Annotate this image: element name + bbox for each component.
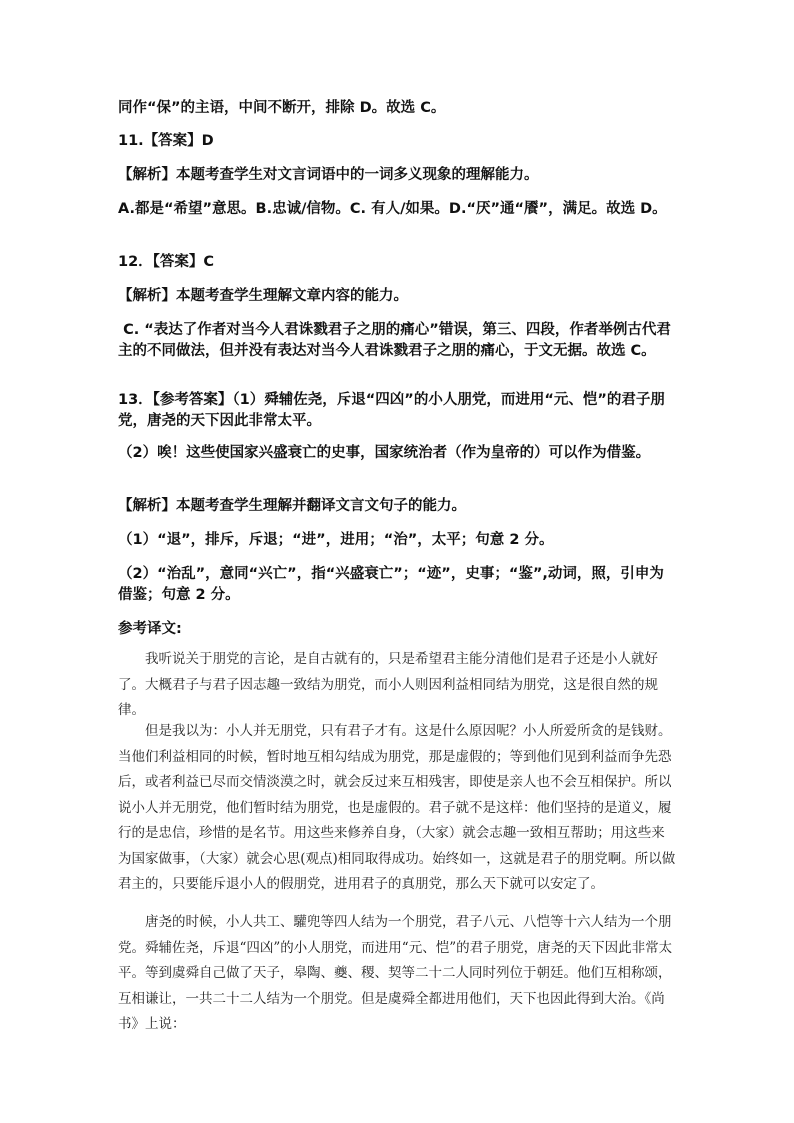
answer-13-scoring-1: （1）“退”，排斥，斥退；“进”，进用；“治”，太平；句意 2 分。 bbox=[118, 532, 554, 548]
translation-paragraph-3: 唐尧的时候，小人共工、驩兜等四人结为一个朋党，君子八元、八恺等十六人结为一个朋党。舜辅佐尧，斥退“四凶”的小人朋党，而进用“元、恺”的君子朋党，唐尧的天下因此非常太平。等到虞舜自己做了天子，皋陶、夔、稷、契等二十二人同时列位于朝廷。他们互相称颂，互相谦让，一共二十二人结为一个朋党。但是虞舜全都进用他们，天下也因此得到大治。《尚书》上说： bbox=[118, 914, 673, 1032]
answer-13-heading: 13．【参考答案】（1）舜辅佐尧，斥退“四凶”的小人朋党，而进用“元、恺”的君子朋党，唐尧的天下因此非常太平。 bbox=[118, 392, 665, 429]
translation-paragraph-2: 但是我以为：小人并无朋党，只有君子才有。这是什么原因呢？小人所爱所贪的是钱财。当他们利益相同的时候，暂时地互相勾结成为朋党，那是虚假的；等到他们见到利益而争先恐后，或者利益已尽而交情淡漠之时，就会反过来互相残害，即使是亲人也不会互相保护。所以说小人并无朋党，他们暂时结为朋党，也是虚假的。君子就不是这样：他们坚持的是道义，履行的是忠信，珍惜的是名节。用这些来修养自身，（大家）就会志趣一致相互帮助；用这些来为国家做事，（大家）就会心思(观点)相同取得成功。始终如一，这就是君子的朋党啊。所以做君主的，只要能斥退小人的假朋党，进用君子的真朋党，那么天下就可以安定了。 bbox=[118, 723, 676, 892]
answer-12-analysis: 【解析】本题考查学生理解文章内容的能力。 bbox=[118, 288, 408, 304]
answer-11-detail: A.都是“希望”意思。B.忠诚/信物。C. 有人/如果。D.“厌”通“餍”，满足。故选 D。 bbox=[118, 201, 667, 217]
answer-12-detail: C. “表达了作者对当今人君诛戮君子之朋的痛心”错误，第三、四段，作者举例古代君主的不同做法，但并没有表达对当今人君诛戮君子之朋的痛心，于文无据。故选 C。 bbox=[118, 322, 671, 359]
answer-13-analysis: 【解析】本题考查学生理解并翻译文言文句子的能力。 bbox=[118, 498, 466, 514]
answer-11-analysis: 【解析】本题考查学生对文言词语中的一词多义现象的理解能力。 bbox=[118, 167, 539, 183]
answer-12-heading: 12．【答案】C bbox=[118, 254, 215, 270]
answer-13-scoring-2: （2）“治乱”，意同“兴亡”，指“兴盛衰亡”；“迹”，史事；“鉴”,动词，照，引申为借鉴；句意 2 分。 bbox=[118, 566, 664, 603]
answer-11-heading: 11.【答案】D bbox=[118, 133, 214, 149]
answer-13-part-2: （2）唉！这些使国家兴盛衰亡的史事，国家统治者（作为皇帝的）可以作为借鉴。 bbox=[118, 445, 651, 461]
translation-label: 参考译文: bbox=[118, 621, 182, 637]
translation-paragraph-1: 我听说关于朋党的言论，是自古就有的，只是希望君主能分清他们是君子还是小人就好了。大概君子与君子因志趣一致结为朋党，而小人则因利益相同结为朋党，这是很自然的规律。 bbox=[118, 651, 658, 718]
answer-line-continuation: 同作“保”的主语，中间不断开，排除 D。故选 C。 bbox=[118, 100, 446, 116]
